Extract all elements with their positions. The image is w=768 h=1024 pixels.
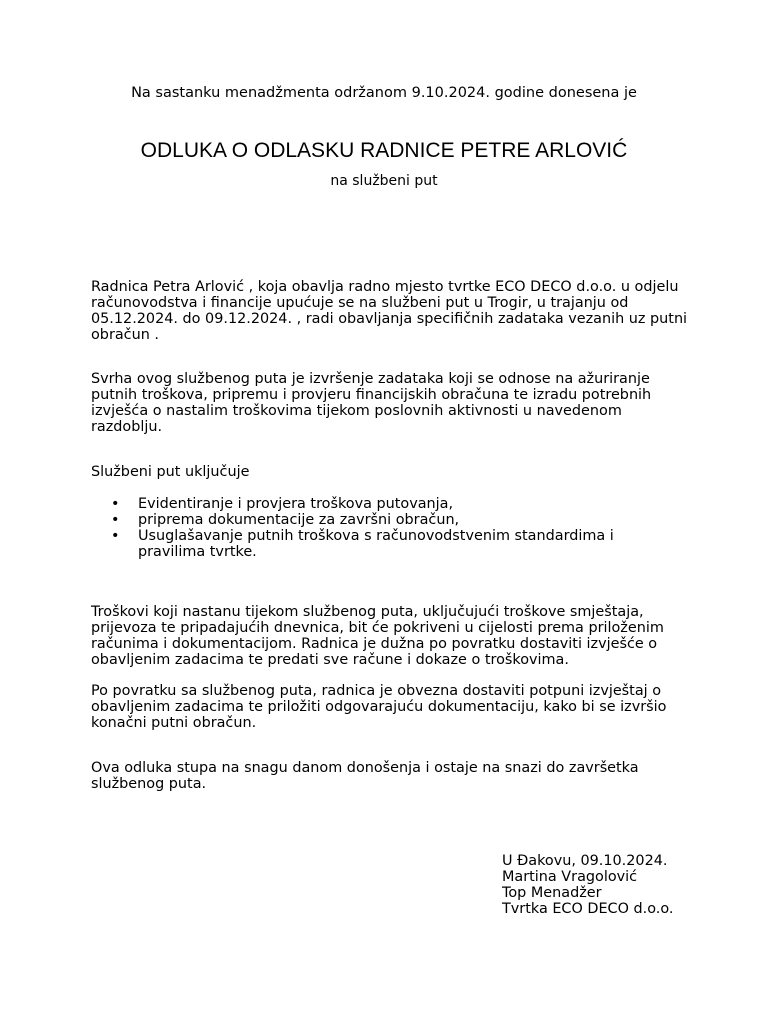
paragraph-purpose: Svrha ovog službenog puta je izvršenje zadataka koji se odnose na ažuriranje putnih troškova, pripremu i provjeru financijskih obračuna te izradu potrebnih izvješća o nastalim troškovima tijekom poslovnih aktivnosti u navedenom razdoblju.	[91, 371, 652, 435]
list-item	[91, 496, 651, 512]
paragraph-expenses: Troškovi koji nastanu tijekom službenog puta, uključujući troškove smještaja, prijevoza te pripadajućih dnevnica, bit će pokriveni u cijelosti prema priloženim računima i dokumentacijom. Radnica je dužna po povratku dostaviti izvješće o obavljenim zadacima te predati sve račune i dokaze o troškovima.	[91, 604, 664, 668]
bullet-icon: •	[111, 528, 120, 544]
list-item-text: Usuglašavanje putnih troškova s računovodstvenim standardima i pravilima tvrtke.	[138, 528, 614, 560]
signature-role: Top Menadžer	[502, 885, 602, 901]
meeting-intro-line: Na sastanku menadžmenta održanom 9.10.2024. godine donesena je	[131, 85, 637, 101]
signature-block	[502, 853, 673, 917]
paragraph-return-report: Po povratku sa službenog puta, radnica je obvezna dostaviti potpuni izvještaj o obavljenim zadacima te priložiti odgovarajuću dokumentaciju, kako bi se izvršio konačni putni obračun.	[91, 683, 667, 731]
paragraph-includes-heading: Službeni put uključuje	[91, 464, 250, 480]
document-title: ODLUKA O ODLASKU RADNICE PETRE ARLOVIĆ	[140, 139, 628, 162]
list-item	[91, 528, 651, 560]
document-subtitle: na službeni put	[330, 173, 438, 189]
list-item	[91, 512, 651, 528]
list-item-text: Evidentiranje i provjera troškova putovanja,	[138, 496, 454, 512]
signature-place-date: U Đakovu, 09.10.2024.	[502, 853, 668, 869]
list-item-text: priprema dokumentacije za završni obračun,	[138, 512, 460, 528]
bullet-icon: •	[111, 496, 120, 512]
bullet-icon: •	[111, 512, 120, 528]
signature-company: Tvrtka ECO DECO d.o.o.	[502, 901, 674, 917]
paragraph-assignment: Radnica Petra Arlović , koja obavlja radno mjesto tvrtke ECO DECO d.o.o. u odjelu računovodstva i financije upućuje se na službeni put u Trogir, u trajanju od 05.12.2024. do 09.12.2024. , radi obavljanja specifičnih zadataka vezanih uz putni obračun .	[91, 279, 688, 343]
paragraph-validity: Ova odluka stupa na snagu danom donošenja i ostaje na snazi do završetka službenog puta.	[91, 760, 639, 792]
task-list	[91, 496, 651, 560]
signature-name: Martina Vragolović	[502, 869, 638, 885]
